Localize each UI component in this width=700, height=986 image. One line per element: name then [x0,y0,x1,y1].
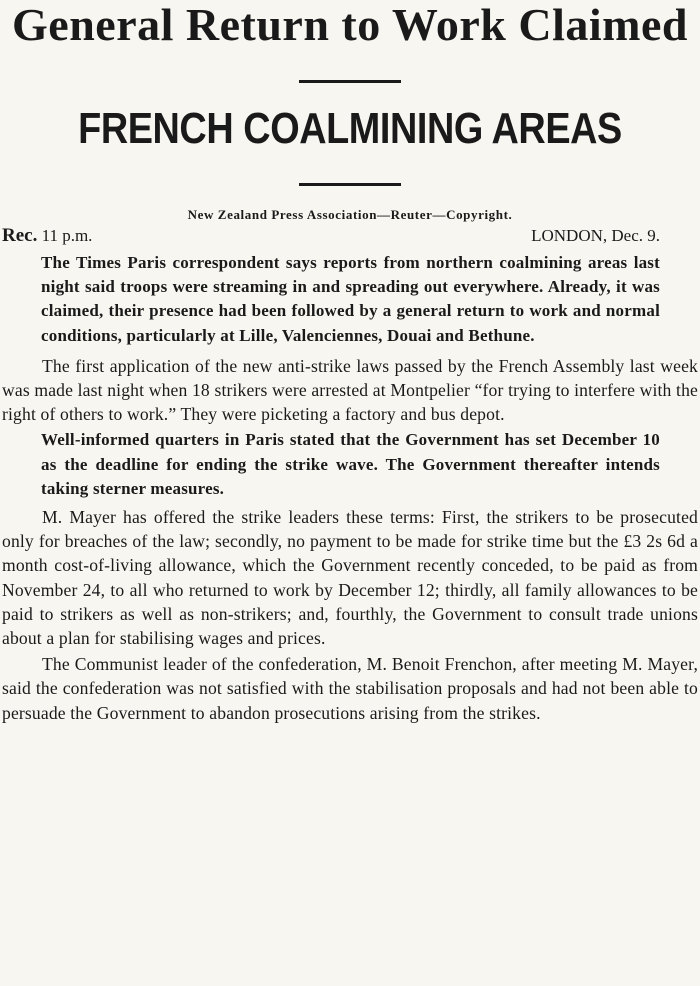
article-paragraph: M. Mayer has offered the strike leaders these terms: First, the strikers to be prosecuted only for breaches of the law; secondly, no payment to be made for strike time but the £3 2s 6d a month cost-of-living allowance, which the Government recently conceded, to be paid as from November 24, to all who returned to work by December 12; thirdly, all family allowances to be paid to strikers as well as non-strikers; and, fourthly, the Government to consult trade unions about a plan for stabilising wages and prices. [2,507,698,649]
subheadline: FRENCH COALMINING AREAS [78,104,622,153]
dateline: LONDON, Dec. 9. [531,226,660,245]
wire-credit: New Zealand Press Association—Reuter—Copyright. [187,207,513,222]
divider-rule [299,183,401,186]
article-paragraph: The first application of the new anti-strike laws passed by the French Assembly last week was made last night when 18 strikers were arrested at Montpelier “for trying to interfere with the right of others to work.” They were picketing a factory and bus depot. [2,355,698,425]
article-paragraph: The Communist leader of the confederation, M. Benoit Frenchon, after meeting M. Mayer, said the confederation was not satisfied with the stabilisation proposals and had not been able to persuade the Government to abandon prosecutions arising from the strikes. [2,654,698,723]
dateline-row [2,225,698,247]
received-time: 11 p.m. [41,226,93,245]
received-label: Rec. [2,225,38,246]
divider-rule [299,80,401,83]
article-paragraph: Well-informed quarters in Paris stated that the Government has set December 10 as the deadline for ending the strike wave. The Government thereafter intends taking sterner measures. [41,430,660,498]
article-paragraph: The Times Paris correspondent says reports from northern coalmining areas last night said troops were streaming in and spreading out everywhere. Already, it was claimed, their presence had been followed by a general return to work and normal conditions, particularly at Lille, Valenciennes, Douai and Bethune. [41,253,660,345]
received-stamp [2,225,92,247]
headline: General Return to Work Claimed [12,0,688,50]
